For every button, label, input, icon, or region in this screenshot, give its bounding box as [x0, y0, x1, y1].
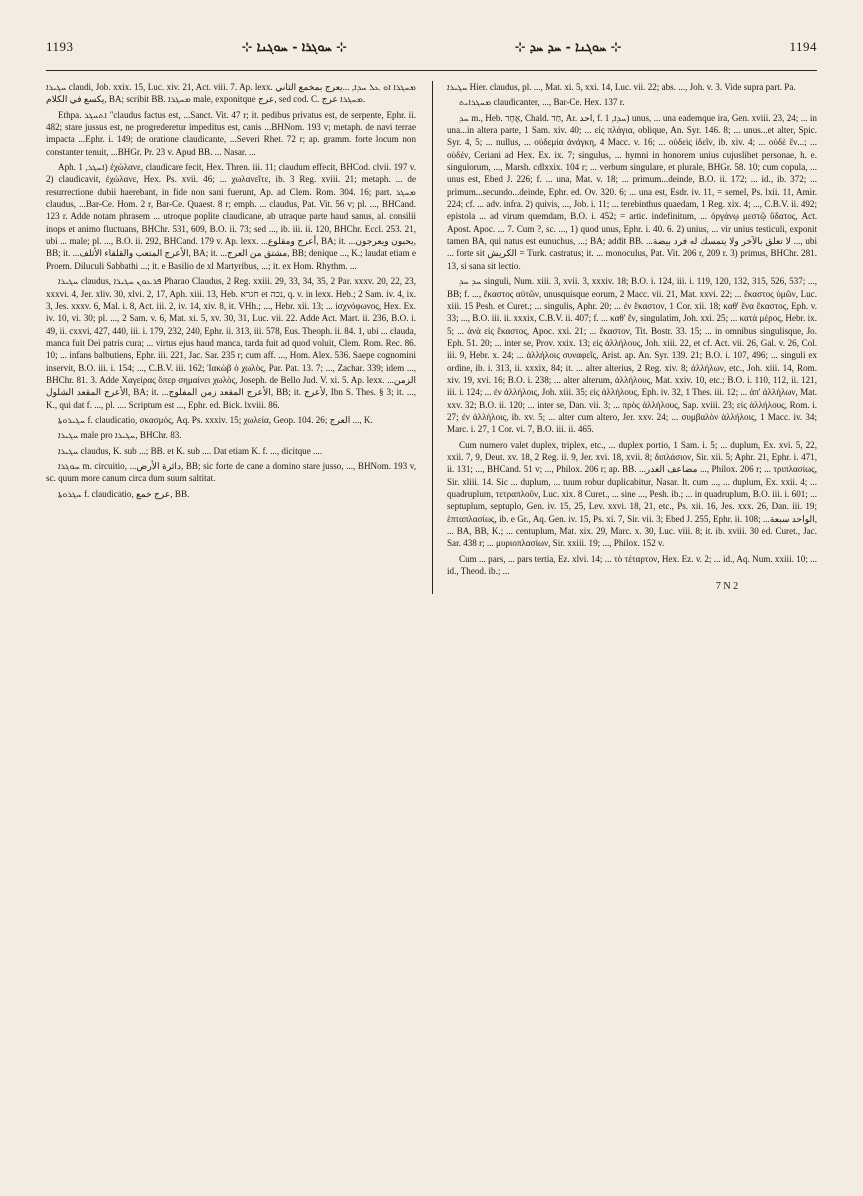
- right-running-head: ⊹ ܚܘܓܢܐ - ܚܕ ܚܕ ⊹: [514, 39, 622, 54]
- entry-paragraph: Cum numero valet duplex, triplex, etc., ... duplex portio, 1 Sam. i. 5; ... duplum, Ex. xvi. 5, 22, xxii. 7, 9, Deut. xv. 18, 2 Reg. ii. 9, Jer. xvi. 18, xvii. 8; διπλάσιον, Sir. xii. 5; Aphr. 21, Ephr. i. 471, ii. 131; ..., BHCand. 51 v; ..., Philox. 206 r; ap. BB. ...مضاعف الغدر ..., Philox. 206 r; ... τριπλασίως, Sir. xliii. 14. Sic ... duplum, ... tuum robur duplicabitur, Nasar. It. cum ..., ... duplum, Ex. xxii. 4; ... quadruplum, τετραπλοῦν, Luc. xix. 8 Curet., ... sine ..., Pesh. ib.; ... in quadruplum, B.O. iii. i. 601; ... septuplum, septuplo, Gen. iv. 15, 25, Lev. xxvi. 18, 21, etc., Ps. xii. 16, Jes. xxx. 26, Dan. iii. 19; ἑπταπλασίως, ib. e Gr., Aq. Gen. iv. 15, Ps. xi. 7, Sir. vii. 3; Ebed J. 255, Ephr. ii. 108; ...الواحد سبعة, ... BA, BB, K.; ... centuplum, Mat. xix. 29, Marc. x. 30, Luc. viii. 8; it. ib. xviii. 30 ed. Curet., Jac. Sar. 438 r; ... μυριοπλασίων, Sir. xxiii. 19; ..., Philox. 152 v.: [447, 439, 817, 549]
- entry-paragraph: Cum ... pars, ... pars tertia, Ez. xlvi. 14; ... τὸ τέταρτον, Hex. Ez. v. 2; ... id., Aq. Num. xxiii. 10; ... id., Theod. ib.; ...: [447, 553, 817, 577]
- two-column-body: [46, 81, 817, 594]
- entry-paragraph: ܚܓܝܪܘܬܐ f. claudicatio, σκασμός, Aq. Ps. xxxiv. 15; χωλεία, Geop. 104. 26; العرج ..., K.: [58, 414, 373, 425]
- header-rule: [46, 70, 817, 71]
- right-page-number: 1194: [789, 39, 817, 54]
- entry-paragraph: ܚܓܝܪܐ claudus, K. sub ...; BB. et K. sub .... Dat etiam K. f. ..., dicitque ....: [58, 445, 323, 456]
- entry-paragraph: ܚܓܪܘܬܐ f. claudicatio, عرج خمع, BB.: [58, 488, 190, 499]
- left-page-number: 1193: [46, 39, 74, 54]
- entry-paragraph: ܚܕ ܚܕ singuli, Num. xiii. 3, xvii. 3, xxxiv. 18; B.O. i. 124, iii. i. 119, 120, 132, 315, 526, 537; ..., BB; f. ..., ἕκαστος αὐτῶν, unusquisque eorum, 2 Macc. vii. 21, Mat. xxvi. 22; ... ἕκαστος ὑμῶν, Luc. xiii. 15 Pesh. et Curet.; ... singulis, Aphr. 20; ... ἐν ἕκαστον, 1 Cor. xii. 18; καθ' ἕνα ἕκαστος, Eph. v. 33; ..., B.O. iii. ii. xxxix, C.B.V. ii. 407; f. ... καθ' ἕν, singulatim, Joh. xxi. 25; ... κατὰ μέρος, Hebr. ix. 5; ... ἀνὰ εἰς ἕκαστος, Apoc. xxi. 21; ... ἕκαστον, Tit. Bostr. 33. 15; ... in omnibus singulisque, Jo. Eph. 51. 20; ... inter se, Prov. xxix. 13; εἰς ἀλλήλους, Joh. xiii. 22, et cf. Act. vii. 26, Gal. v. 26, Col. iii. 9, Hebr. x. 24; ... ἀλλήλοις συναφεῖς, Arist. ap. An. Syr. 139. 21; B.O. i. 107, 496; ... singuli ex ordine, ib. i. 313, ii. xxxix, 84; it. ... alter alterius, 2 Reg. xiv. 8; ἀλλήλων, etc., Joh. xiii. 14, Rom. xiv. 19, xvi. 16; B.O. i. 238; ... alter alterum, ἀλλήλους, Mat. xxiv. 10, etc.; B.O. i. 110, 112, ii. 121, iii. i. 124; ... ἐν ἀλλήλοις, Joh. xiii. 35; εἰς ἀλλήλους, Eph. iv. 32, 1 Thes. iii. 12; ... ἀπ' ἀλλήλων, Mat. xxv. 32; B.O. ii. 120; ... inter se, Dan. vii. 3; ... πρὸς ἀλλήλους, Sap. xviii. 23; εἰς ἀλλήλους, Rom. i. 27; ἐν ἀλλήλοις, ib. xv. 5; ... alter cum altero, Jer. xxv. 24; ... συμβαλὸν ἀλλήλοις, 1 Macc. iv. 34; Marc. i. 27, 1 Cor. vi. 7, B.O. iii. ii. 465.: [447, 276, 817, 435]
- entry-paragraph: ܚܓܝܪܐ claudus, ܦܪܥܘܢ ܚܓܝܪܐ Pharao Claudus, 2 Reg. xxiii. 29, 33, 34, 35, 2 Par. xxxv. 20, 22, 23, xxxvi. 4, Jer. xliv. 30, xlvi. 2, 17, Aph. xiii. 13, Heb. חגרא et נכה, q. v. in lexx. Heb.; 2 Sam. iv. 4, ix. 3, Jes. xxxv. 6, Mal. i. 8, Act. iii. 2, iv. 14, xiv. 8, it. VHh.; ..., Hebr. xii. 13; ... ἰσχνόφωνος, Hex. Ex. iv. 10, vi. 30; pl. ..., 2 Sam. v. 6, Mat. xi. 5, xv. 30, 31, Luc. vii. 22. Adde Act. Mart. ii. 236, B.O. i. 49, ii. cxxvi, 427, 440, iii. i. 179, 232, 240, Ephr. ii. 313, iii. 578, Eus. Theoph. ii. 84. 1, ubi ... clauda, manca fuit Dei patris cura; ... virtus ejus haud manca, tarda fuit ad quod voluit, Clem. Rom. Rec. 86. 10; ... infans balbutiens, Ephr. iii. 221, Jac. Sar. 235 r; cum aff. ..., Hom. Alex. 536. Saepe cognomini inservit, B.O. iii. i. 154; ..., C.B.V. iii. 162; Ἰακὼβ ὁ χωλὸς, Par. Pat. 13. 7; ..., Zachar. 339; idem ..., BHChr. 81. 3. Adde Χαγείρας ὅπερ σημαίνει χωλὸς, Joseph. de Bello Jud. V. xi. 5. Ap. lexx. ...الزمن الأعرج المقعد الشلول, BA; it. ...الأعرج المقعد زمن المفلوج, BB; it. لأعرج, Ibn S. Thes. § 3; it. ..., K., qui dat f. ..., pl. .... Scriptum est ..., Ephr. ed. Bick. lxviii. 86.: [46, 276, 416, 410]
- entry-paragraph: Ethpa. ܐܬܚܓܪ "claudus factus est, ...Sanct. Vit. 47 r; it. pedibus privatus est, de serpente, Ephr. ii. 482; stare jussus est, ne progrederetur impeditus est, canis ...BHNom. 193 v; metaph. de navi terrae impacta ...Ephr. i. 149; de oratione claudicante, ...Severi Rhet. 72 r; ap. gramm. forte locum non constanter tenuit, ...BHGr. Pr. 23 v. Apud BB. ... Nasar. ...: [46, 109, 416, 157]
- entry-paragraph: ܚܕ m., Heb. אֶחָד, Chald. חַד, Ar. احد, f. ܚܕܐ, 1) unus, ... una eademque ira, Gen. xviii. 23, 24; ... in una...in altera parte, 1 Sam. xiv. 40; ... εἰς πλάγια, oblique, An. Syr. 146. 8; ... unus...et alter, Spic. Syr. 4, 5; ... nullus, ... οὐδεμία ἀνάγκη, 4 Macc. v. 16; ... οὐδεὶς ἰδεῖν, ib. xiv. 4; ... οὐδὲ ἕν...; ... οὐδέν, Ceriani ad Hex. Ex. ix. 7; singulus, ... hymni in honorem unius cujuslibet personae, h. e. singulorum, ..., Marsh. cdlxxix. 104 r; ... verbum singulare, et plurale, BHGr. 58. 10; cum copula, ... unus est, Ebed J. 226; f. ... una, Mat. v. 18; ... primum...deinde, B.O. ii. 172; ... id., ib. 372; ... primum...secundo...deinde, Ephr. ed. Ov. 320. 6; ... una est, Esdr. iv. 11, = semel, Ps. lxii. 11, Amir. 224; cf. ... adv. infra. 2) quivis, ..., Job. i. 11; ... terebinthus quaedam, 1 Reg. xix. 4; ..., C.B.V. ii. 492; epistola ... ad virum quemdam, B.O. i. 452; = artic. indefinitum, ... ὀργάνῳ μεστῷ ὕδατος, Act. Apost. Apoc. ... 7. Cum ?, sc. ..., 1) quod unus, Ephr. i. 40. 6. 2) unius, ... vir unius testiculi, exponit tamen BA, qui natus est eunuchus, ...; BA; addit BB. ...لا تعلق بالآخر ولا يتمسك له فرد بيضة ..., ubi ... forte sit الكريش = Turk. castratus; it. ... monoculus, Pat. Vit. 206 r, 209 r. 3) primus, BHChr. 281. 13, si sana sit lectio.: [447, 112, 818, 271]
- entry-paragraph: Aph. ܐܚܓܪ, 1) ἐχώλανε, claudicare fecit, Hex. Thren. iii. 11; claudum effecit, BHCod. clvii. 197 v. 2) claudicavit, ἐχώλανε, Hex. Ps. xvii. 46; ... χωλανεῖτε, ib. 3 Reg. xviii. 21; metaph. ... de resurrectione dubii haerebant, in fide non sani fuerunt, Ap. ad Clem. Rom. 304. 16; part. ܡܚܓܪ claudus, ...Bar-Ce. Hom. 2 r, Bar-Ce. Quaest. 8 r; emph. ... claudus, Pat. Vit. 56 v; pl. ..., BHCand. 123 r. Adde notam phrasem ... utroque poplite claudicane, ab utraque parte haud sanus, al. consilii inops et animo fluctuans, BHChr. 531, 609, B.O. ii. 73; sed ..., ib. iii. ii. 120, BHChr. Eccl. 253. 21, ubi ... male; pl. ..., B.O. ii. 292, BHCand. 179 v. Ap. lexx. ...أعرج ومقلوع, BA; it. ...يحبون ويعرجون, BB; it. ...الأعرج المتعب والقلقاء الأثلف, BA; it. ...مشتق من العرج, BB; denique ..., K.; laudat etiam e Proem. Diluculi Sabbathi ...; it. e Basilio de xl Martyribus, ...; it. ex Hom. Rhythm. ...: [46, 162, 416, 271]
- entry-paragraph: ܚܓܝܪܐ Hier. claudus, pl. ..., Mat. xi. 5, xxi. 14, Luc. vii. 22; abs. ..., Joh. v. 3. Vide supra part. Pa.: [447, 82, 796, 92]
- left-running-head: ⊹ ܚܘܓܪܐ - ܚܘܓܢܐ ⊹: [241, 39, 347, 54]
- signature-mark: 7 N 2: [715, 581, 739, 593]
- entry-paragraph: ܚܓܝܪܐ claudi, Job. xxix. 15, Luc. xiv. 21, Act. viii. 7. Ap. lexx. ܡܚܓܪܐ ܐܘ ܥܠ ܚܕܐ, ...يعرج بمخمع الثاني يكسع في الكلام, BA; scribit BB. ܡܚܓܪܐ male, exponitque عرج, sed cod. C. ܡܚܓܪܐ عرج.: [46, 82, 417, 105]
- entry-paragraph: ܚܘܓܪܐ m. circuitio, ...دائرة الأرض, BB; sic forte de cane a domino stare jusso, ..., BHNom. 193 v, sc. quum more canum circa dum suum saltitat.: [46, 460, 417, 484]
- entry-paragraph: ܡܚܓܪܐܝܬ claudicanter, ..., Bar-Ce. Hex. 137 r.: [459, 97, 625, 108]
- entry-paragraph: ܚܓܝܪܐ male pro ܚܓܝܪܐ, BHChr. 83.: [58, 430, 182, 441]
- right-column: [447, 81, 817, 594]
- page-header: [46, 36, 817, 58]
- left-column: [46, 81, 416, 594]
